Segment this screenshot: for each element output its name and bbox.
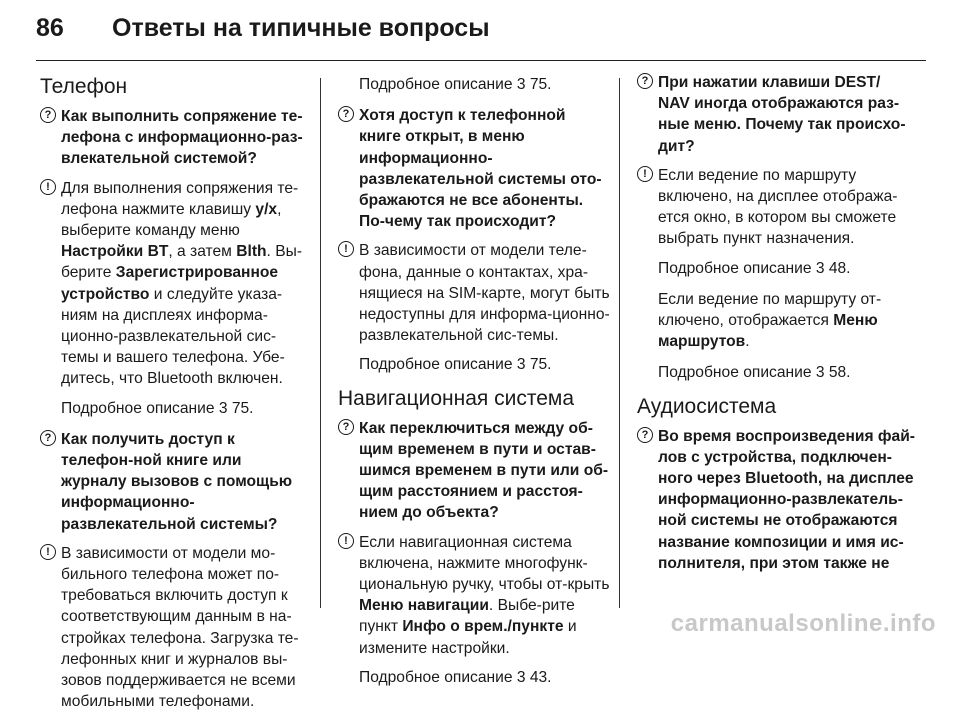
exclamation-icon: ! — [338, 241, 354, 257]
answer-text: и измените настройки. — [359, 618, 577, 657]
section-heading-audio: Аудиосистема — [637, 394, 777, 418]
question-4 — [338, 418, 610, 524]
question-text: Как переключиться между об-щим временем в пути и остав-шимся временем в пути или об-щим расстоянием и расстоя-нием до объекта? — [359, 419, 609, 522]
menu-term: Меню маршрутов — [658, 312, 878, 351]
answer-text: и следуйте указа-ниям на дисплеях информа-ционно-развлекательной сис-темы и вашего телефона. Убе-дитесь, что Bluetooth включен. — [61, 285, 285, 388]
column-divider-1 — [320, 78, 321, 608]
menu-term: Blth — [236, 243, 267, 261]
page-number: 86 — [36, 14, 64, 42]
exclamation-icon: ! — [637, 166, 653, 182]
section-heading-phone: Телефон — [40, 75, 128, 98]
question-6 — [637, 426, 915, 574]
question-3 — [338, 105, 610, 232]
page-title: Ответы на типичные вопросы — [112, 14, 490, 42]
answer-3 — [338, 240, 610, 346]
header-rule — [36, 60, 926, 61]
column-2 — [338, 72, 610, 698]
answer-text: Если ведение по маршруту от-ключено, отображается — [658, 290, 882, 330]
answer-text-continued — [658, 289, 915, 353]
answer-text: . — [745, 333, 750, 351]
question-5 — [637, 72, 915, 157]
reference-link: Подробное описание 3 75. — [359, 76, 552, 93]
menu-term: Инфо о врем./пункте — [402, 618, 564, 636]
reference-link: Подробное описание 3 48. — [658, 259, 851, 277]
question-icon: ? — [637, 427, 653, 443]
menu-term: Меню навигации — [359, 597, 489, 615]
menu-term: Зарегистрированное устройство — [61, 264, 279, 303]
answer-text: . Вы-берите — [61, 243, 303, 282]
answer-text: В зависимости от модели мо-бильного телефона может по-требоваться включить доступ к соответствующим данным в на-стройках телефона. Загрузка те-лефонных книг и журналов вы-зовов поддерживается не всеми мобильными телефонами. — [61, 544, 299, 711]
phone-key-icon: y/x — [255, 200, 278, 218]
reference-link: Подробное описание 3 58. — [658, 364, 851, 382]
question-2 — [40, 429, 310, 535]
answer-text: , а затем — [168, 243, 237, 261]
exclamation-icon: ! — [338, 533, 354, 549]
question-text: Как выполнить сопряжение те-лефона с информационно-раз-влекательной системой? — [61, 108, 303, 168]
question-icon: ? — [40, 107, 56, 123]
answer-text: . Выбе-рите пункт — [359, 597, 575, 636]
question-text: Хотя доступ к телефонной книге открыт, в меню информационно-развлекательной системы ото-бражаются не все абоненты. По-чему так происходит? — [359, 107, 602, 231]
column-1 — [40, 72, 310, 720]
reference-link: Подробное описание 3 75. — [61, 399, 254, 417]
question-icon: ? — [637, 73, 653, 89]
reference-link: Подробное описание 3 75. — [359, 356, 552, 374]
answer-text: В зависимости от модели теле-фона, данные о контактах, хра-нящиеся на SIM-карте, могут быть недоступны для информа-ционно-развлекательной сис-темы. — [359, 242, 610, 345]
question-icon: ? — [338, 106, 354, 122]
answer-text: Если навигационная система включена, нажмите многофунк-циональную ручку, чтобы от-крыть — [359, 533, 610, 594]
question-text: Как получить доступ к телефон-ной книге или журналу вызовов с помощью информационно-развлекательной системы? — [61, 430, 293, 533]
answer-text: , выберите команду меню — [61, 200, 282, 240]
menu-term: Настройки BT — [61, 243, 169, 261]
column-3 — [637, 72, 915, 582]
question-icon: ? — [40, 430, 56, 446]
exclamation-icon: ! — [40, 179, 56, 195]
answer-text: Если ведение по маршруту включено, на дисплее отобража-ется окно, в котором вы сможете выбрать пункт назначения. — [658, 166, 898, 248]
page-header — [36, 14, 926, 64]
column-divider-2 — [619, 78, 620, 608]
answer-1 — [40, 178, 310, 390]
exclamation-icon: ! — [40, 544, 56, 560]
watermark: carmanualsonline.info — [670, 610, 936, 637]
section-heading-navigation: Навигационная система — [338, 386, 575, 410]
question-1 — [40, 106, 310, 170]
question-icon: ? — [338, 419, 354, 435]
question-text: Во время воспроизведения фай-лов с устройства, подключен-ного через Bluetooth, на дисплее информационно-развлекатель-ной системы не отображаются название композиции и имя ис-полнителя, при этом также не — [658, 427, 915, 572]
reference-link: Подробное описание 3 43. — [359, 668, 552, 686]
answer-5 — [637, 165, 915, 250]
answer-2 — [40, 543, 310, 713]
answer-4 — [338, 532, 610, 659]
question-text: При нажатии клавиши DEST/ NAV иногда отображаются раз-ные меню. Почему так происхо-дит? — [658, 74, 906, 155]
answer-text: Для выполнения сопряжения те-лефона нажмите клавишу — [61, 179, 299, 218]
